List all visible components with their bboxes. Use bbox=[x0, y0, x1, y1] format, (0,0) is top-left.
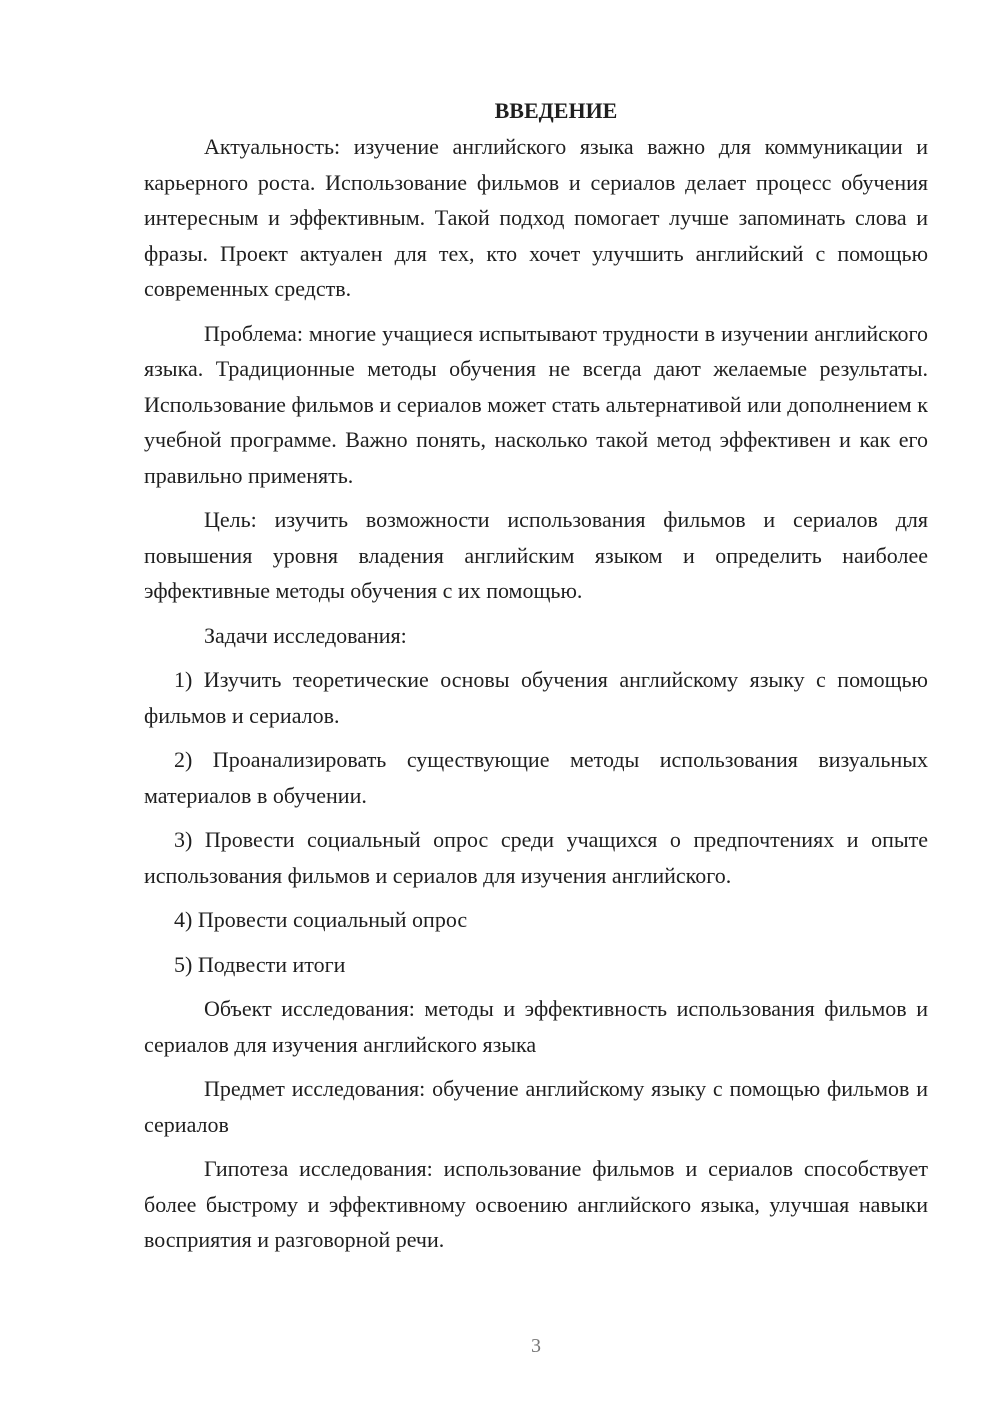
research-object-paragraph: Объект исследования: методы и эффективность использования фильмов и сериалов для изучения английского языка bbox=[144, 996, 928, 1057]
relevance-paragraph: Актуальность: изучение английского языка важно для коммуникации и карьерного роста. Использование фильмов и сериалов делает процесс обучения интересным и эффективным. Такой подход помогает лучше запоминать слова и фразы. Проект актуален для тех, кто хочет улучшить английский с помощью современных средств. bbox=[144, 134, 928, 301]
task-item-1: 1) Изучить теоретические основы обучения английскому языку с помощью фильмов и сериалов. bbox=[144, 667, 928, 728]
goal-paragraph: Цель: изучить возможности использования фильмов и сериалов для повышения уровня владения английским языком и определить наиболее эффективные методы обучения с их помощью. bbox=[144, 507, 928, 603]
research-hypothesis-paragraph: Гипотеза исследования: использование фильмов и сериалов способствует более быстрому и эффективному освоению английского языка, улучшая навыки восприятия и разговорной речи. bbox=[144, 1156, 928, 1252]
task-item-2: 2) Проанализировать существующие методы использования визуальных материалов в обучении. bbox=[144, 747, 928, 808]
research-subject-paragraph: Предмет исследования: обучение английскому языку с помощью фильмов и сериалов bbox=[144, 1076, 928, 1137]
document-page bbox=[144, 93, 928, 1258]
task-item-5: 5) Подвести итоги bbox=[174, 951, 346, 977]
tasks-heading: Задачи исследования: bbox=[204, 622, 407, 648]
problem-paragraph: Проблема: многие учащиеся испытывают трудности в изучении английского языка. Традиционные методы обучения не всегда дают желаемые результаты. Использование фильмов и сериалов может стать альтернативой или дополнением к учебной программе. Важно понять, насколько такой метод эффективен и как его правильно применять. bbox=[144, 320, 928, 488]
page-number: 3 bbox=[531, 1335, 541, 1357]
task-item-3: 3) Провести социальный опрос среди учащихся о предпочтениях и опыте использования фильмов и сериалов для изучения английского. bbox=[144, 827, 928, 888]
page-title: ВВЕДЕНИЕ bbox=[494, 98, 618, 123]
task-item-4: 4) Провести социальный опрос bbox=[174, 907, 468, 932]
